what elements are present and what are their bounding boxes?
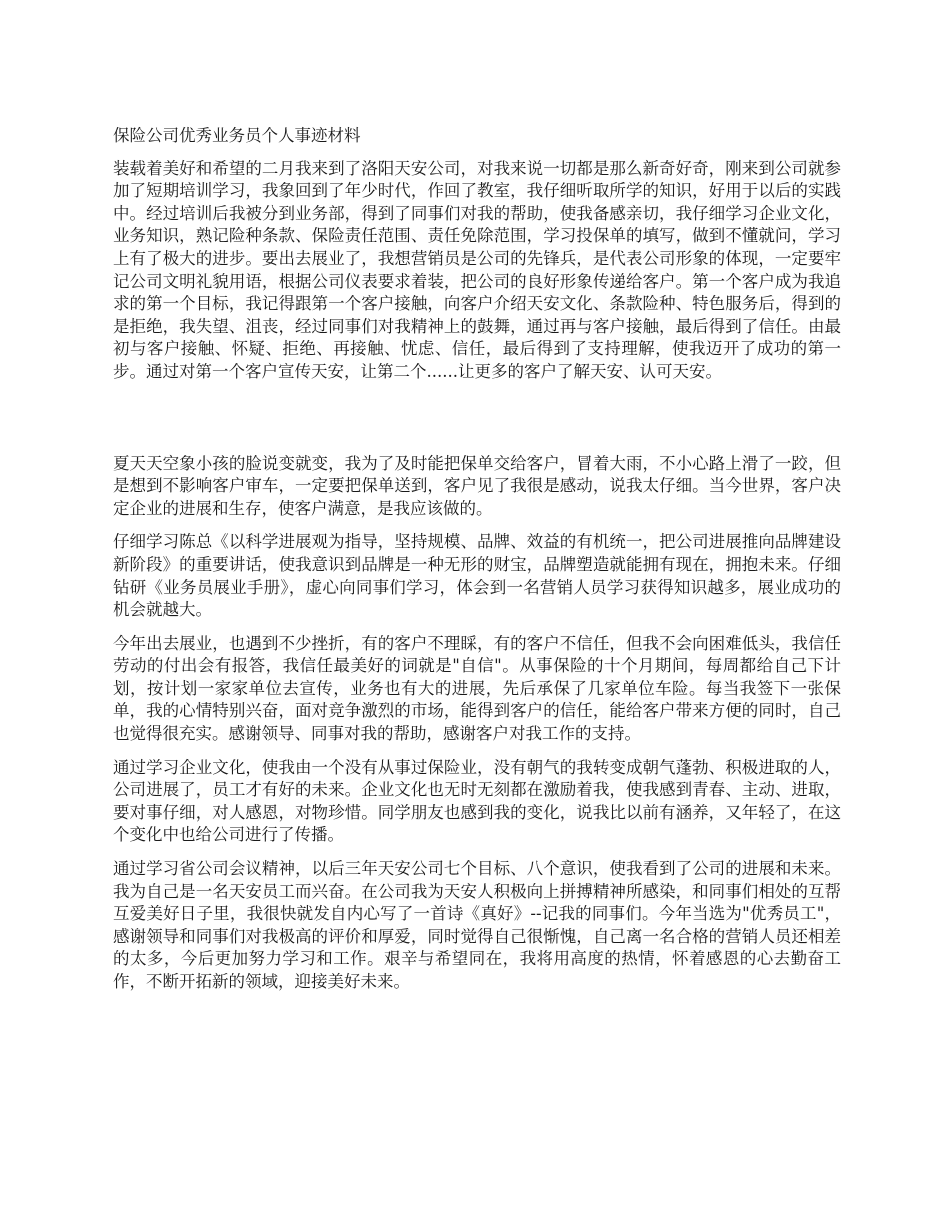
document-page — [113, 125, 841, 1005]
paragraph-5: 通过学习企业文化，使我由一个没有从事过保险业，没有朝气的我转变成朝气蓬勃、积极进取的人，公司进展了，员工才有好的未来。企业文化也无时无刻都在激励着我，使我感到青春、主动、进取，要对事仔细，对人感恩，对物珍惜。同学朋友也感到我的变化，说我比以前有涵养，又年轻了，在这个变化中也给公司进行了传播。 — [113, 757, 841, 845]
paragraph-2: 夏天天空象小孩的脸说变就变，我为了及时能把保单交给客户，冒着大雨，不小心路上滑了一跤，但是想到不影响客户审车，一定要把保单送到，客户见了我很是感动，说我太仔细。当今世界，客户决定企业的进展和生存，使客户满意，是我应该做的。 — [113, 453, 841, 518]
document-title: 保险公司优秀业务员个人事迹材料 — [113, 126, 361, 145]
paragraph-1: 装载着美好和希望的二月我来到了洛阳天安公司，对我来说一切都是那么新奇好奇，刚来到公司就参加了短期培训学习，我象回到了年少时代，作回了教室，我仔细听取所学的知识，好用于以后的实践中。经过培训后我被分到业务部，得到了同事们对我的帮助，使我备感亲切，我仔细学习企业文化，业务知识，熟记险种条款、保险责任范围、责任免除范围，学习投保单的填写，做到不懂就问，学习上有了极大的进步。要出去展业了，我想营销员是公司的先锋兵，是代表公司形象的体现，一定要牢记公司文明礼貌用语，根据公司仪表要求着装，把公司的良好形象传递给客户。第一个客户成为我追求的第一个目标，我记得跟第一个客户接触，向客户介绍天安文化、条款险种、特色服务后，得到的是拒绝，我失望、沮丧，经过同事们对我精神上的鼓舞，通过再与客户接触，最后得到了信任。由最初与客户接触、怀疑、拒绝、再接触、忧虑、信任，最后得到了支持理解，使我迈开了成功的第一步。通过对第一个客户宣传天安，让第二个......让更多的客户了解天安、认可天安。 — [113, 158, 841, 381]
paragraph-4: 今年出去展业，也遇到不少挫折，有的客户不理睬，有的客户不信任，但我不会向困难低头，我信任劳动的付出会有报答，我信任最美好的词就是"自信"。从事保险的十个月期间，每周都给自己下计划，按计划一家家单位去宣传，业务也有大的进展，先后承保了几家单位车险。每当我签下一张保单，我的心情特别兴奋，面对竞争激烈的市场，能得到客户的信任，能给客户带来方便的同时，自己也觉得很充实。感谢领导、同事对我的帮助，感谢客户对我工作的支持。 — [113, 633, 841, 744]
paragraph-3: 仔细学习陈总《以科学进展观为指导，坚持规模、品牌、效益的有机统一，把公司进展推向品牌建设新阶段》的重要讲话，使我意识到品牌是一种无形的财宝，品牌塑造就能拥有现在，拥抱未来。仔细钻研《业务员展业手册》，虚心向同事们学习，体会到一名营销人员学习获得知识越多，展业成功的机会就越大。 — [113, 532, 841, 620]
blank-space — [113, 395, 841, 453]
paragraph-6: 通过学习省公司会议精神，以后三年天安公司七个目标、八个意识，使我看到了公司的进展和未来。我为自己是一名天安员工而兴奋。在公司我为天安人积极向上拼搏精神所感染，和同事们相处的互帮互爱美好日子里，我很快就发自内心写了一首诗《真好》--记我的同事们。今年当选为"优秀员工"，感谢领导和同事们对我极高的评价和厚爱，同时觉得自己很惭愧，自己离一名合格的营销人员还相差的太多，今后更加努力学习和工作。艰辛与希望同在，我将用高度的热情，怀着感恩的心去勤奋工作，不断开拓新的领域，迎接美好未来。 — [113, 859, 841, 991]
